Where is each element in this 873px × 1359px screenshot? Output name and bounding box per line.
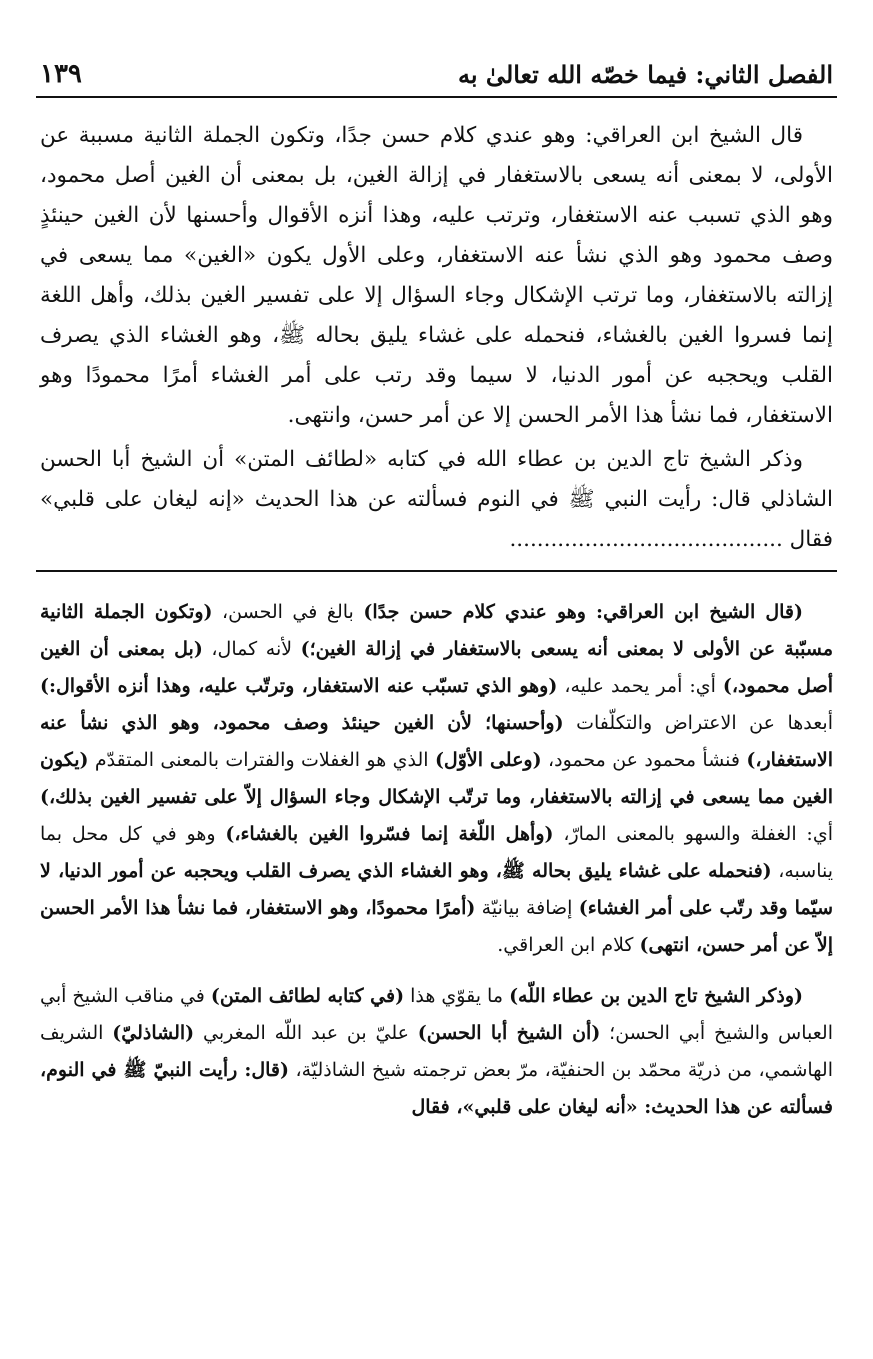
quoted-matn-segment: (أن الشيخ أبا الحسن)	[417, 1022, 601, 1044]
quoted-matn-segment: (أمرًا محمودًا، وهو الاستغفار، فما نشأ هذا الأمر الحسن إلاّ عن أمر حسن، انتهى)	[40, 897, 833, 956]
quoted-matn-segment: (في كتابه لطائف المتن)	[210, 985, 405, 1007]
quoted-matn-segment: (بل بمعنى أن الغين أصل محمود،)	[40, 638, 833, 697]
ellipsis-dots: ........................................	[509, 527, 783, 552]
main-text-paragraph-2-text: وذكر الشيخ تاج الدين بن عطاء الله في كتابه «لطائف المتن» أن الشيخ أبا الحسن الشاذلي قال: رأيت النبي ﷺ في النوم فسألته عن هذا الحديث «إنه ليغان على قلبي» فقال	[40, 447, 833, 552]
page-number: ١٣٩	[40, 58, 82, 89]
explanation-segment: بالغ في الحسن،	[212, 601, 364, 623]
explanation-segment: أي: الغفلة والسهو بالمعنى المارّ،	[553, 823, 833, 845]
book-page	[36, 40, 837, 1339]
explanation-segment: الشريف الهاشمي، من ذريّة محمّد بن الحنفيّة، مرّ بعض ترجمته شيخ الشاذليّة،	[40, 1022, 833, 1081]
quoted-matn-segment: (وعلى الأوّل)	[434, 749, 542, 771]
quoted-matn-segment: (وذكر الشيخ تاج الدين بن عطاء اللّه)	[509, 985, 803, 1007]
explanation-segment: أبعدها عن الاعتراض والتكلّفات	[563, 712, 834, 734]
quoted-matn-segment: (فنحمله على غشاء يليق بحاله ﷺ، وهو الغشاء الذي يصرف القلب ويحجبه عن أمور الدنيا، لا سيّما وقد رتّب على أمر الغشاء)	[40, 860, 833, 919]
quoted-matn-segment: (الشاذليّ)	[112, 1022, 195, 1044]
chapter-title: الفصل الثاني: فيما خصّه الله تعالىٰ به	[458, 60, 833, 90]
quoted-matn-segment: (وهو الذي تسبّب عنه الاستغفار، وترتّب عليه، وهذا أنزه الأقوال:)	[40, 675, 558, 697]
explanation-segment: عليّ بن عبد اللّه المغربي	[194, 1022, 418, 1044]
section-divider	[36, 570, 837, 572]
explanation-segment: في مناقب الشيخ أبي العباس والشيخ أبي الحسن؛	[39, 985, 833, 1044]
quoted-matn-segment: (يكون الغين مما يسعى في إزالته بالاستغفار، وما ترتّب الإشكال وجاء السؤال إلاّ على تفسير الغين بذلك،)	[40, 749, 833, 808]
explanation-segment: فنشأ محمود عن محمود،	[541, 749, 747, 771]
explanation-segment: كلام ابن العراقي.	[497, 934, 640, 956]
quoted-matn-segment: (وأحسنها؛ لأن الغين حينئذ وصف محمود، وهو الذي نشأ عنه الاستغفار،)	[40, 712, 834, 771]
commentary-paragraph-1	[40, 594, 833, 964]
explanation-segment: أي: أمر يحمد عليه،	[557, 675, 723, 697]
quoted-matn-segment: (وأهل اللّغة إنما فسّروا الغين بالغشاء،)	[225, 823, 554, 845]
page-header	[36, 40, 837, 98]
explanation-segment: ما يقوّي هذا	[404, 985, 510, 1007]
quoted-matn-segment: (قال الشيخ ابن العراقي: وهو عندي كلام حسن جدًا)	[363, 601, 803, 623]
main-text-paragraph-2	[40, 440, 833, 560]
commentary-paragraph-2	[40, 978, 833, 1126]
main-text-paragraph-1: قال الشيخ ابن العراقي: وهو عندي كلام حسن جدًا، وتكون الجملة الثانية مسببة عن الأولى، لا بمعنى أنه يسعى بالاستغفار في إزالة الغين، بل بمعنى أن الغين أصل محمود، وهو الذي تسبب عنه الاستغفار، وترتب عليه، وهذا أنزه الأقوال وأحسنها لأن الغين حينئذٍ وصف محمود وهو الذي نشأ عنه الاستغفار، وعلى الأول يكون «الغين» مما يسعى في إزالته بالاستغفار، وما ترتب الإشكال وجاء السؤال إلا على تفسير الغين بذلك، وأهل اللغة إنما فسروا الغين بالغشاء، فنحمله على غشاء يليق بحاله ﷺ، وهو الغشاء الذي يصرف القلب ويحجبه عن أمور الدنيا، لا سيما وقد رتب على أمر الغشاء أمرًا محمودًا وهو الاستغفار، فما نشأ هذا الأمر الحسن إلا عن أمر حسن، وانتهى.	[40, 123, 833, 428]
quoted-matn-segment: (وتكون الجملة الثانية مسبّبة عن الأولى لا بمعنى أنه يسعى بالاستغفار في إزالة الغين؛)	[40, 601, 833, 660]
explanation-segment: إضافة بيانيّة	[475, 897, 579, 919]
explanation-segment: الذي هو الغفلات والفترات بالمعنى المتقدّم	[88, 749, 435, 771]
main-text	[36, 116, 837, 560]
explanation-segment: وهو في كل محل بما يناسبه،	[40, 823, 834, 882]
explanation-segment: لأنه كمال،	[202, 638, 301, 660]
quoted-matn-segment: (قال: رأيت النبيّ ﷺ في النوم، فسألته عن هذا الحديث: «أنه ليغان على قلبي»، فقال	[40, 1059, 833, 1118]
commentary-text	[36, 594, 837, 1126]
